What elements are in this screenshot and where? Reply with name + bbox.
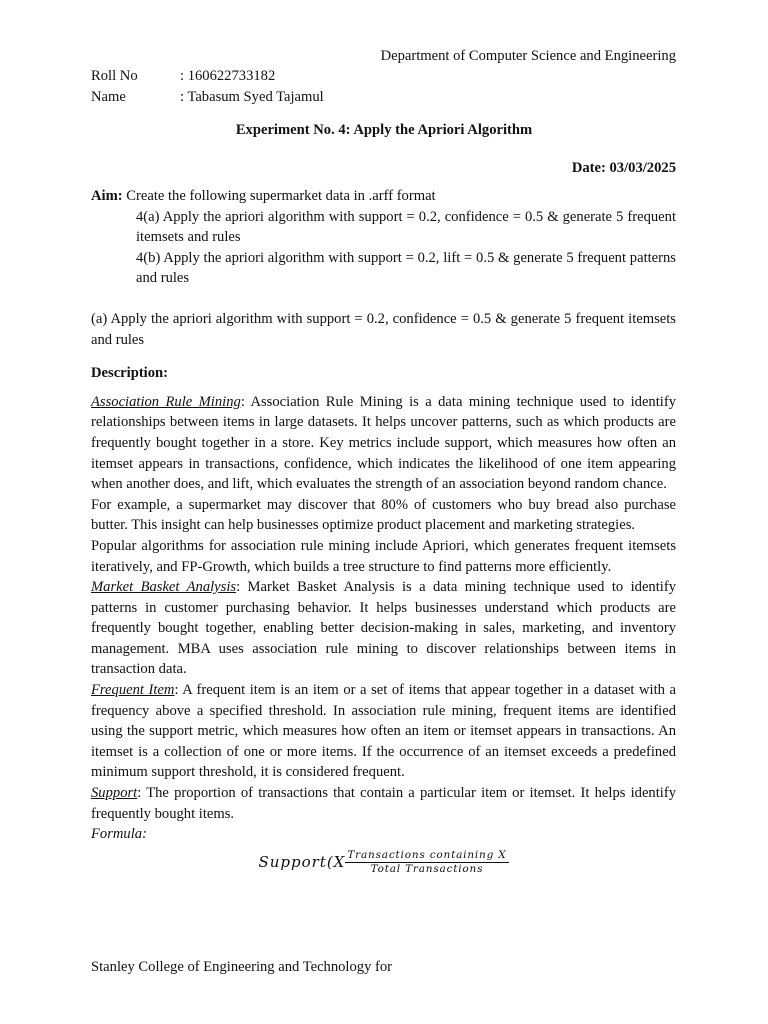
name-row bbox=[91, 87, 324, 108]
roll-row bbox=[91, 66, 324, 87]
algorithms-paragraph: Popular algorithms for association rule mining include Apriori, which generates frequent itemsets iteratively, and FP-Growth, which builds a tree structure to find patterns more efficiently. bbox=[91, 537, 676, 575]
frequent-item-term: Frequent Item bbox=[91, 682, 175, 699]
support-formula bbox=[91, 849, 676, 876]
roll-label: Roll No bbox=[91, 68, 138, 84]
arm-term: Association Rule Mining bbox=[91, 393, 241, 410]
formula-fraction bbox=[345, 849, 508, 876]
support-paragraph bbox=[91, 783, 676, 824]
formula-lhs: Support(X bbox=[258, 853, 346, 872]
arm-text: : Association Rule Mining is a data mining technique used to identify relationships between items in large datasets. It helps uncover patterns, such as which products are frequently bought together in a store. Key metrics include support, which measures how often an itemset appears in transactions, confidence, which indicates the likelihood of one item appearing when another does, and lift, which evaluates the strength of an association beyond random chance. bbox=[91, 393, 676, 493]
name-value: : Tabasum Syed Tajamul bbox=[180, 88, 324, 105]
example-paragraph: For example, a supermarket may discover that 80% of customers who buy bread also purchase butter. This insight can help businesses optimize product placement and marketing strategies. bbox=[91, 496, 676, 534]
frequent-item-text: : A frequent item is an item or a set of items that appear together in a dataset with a frequency above a specified threshold. In association rule mining, frequent items are identified using the support metric, which measures how often an item or itemset appears in transactions. An itemset is a collection of one or more items. If the occurrence of an itemset exceeds a predefined minimum support threshold, it is considered frequent. bbox=[91, 682, 676, 781]
mba-term: Market Basket Analysis bbox=[91, 579, 237, 596]
aim-line bbox=[91, 186, 676, 207]
support-term: Support bbox=[91, 785, 138, 802]
experiment-title: Experiment No. 4: Apply the Apriori Algorithm bbox=[235, 122, 533, 138]
document-body bbox=[91, 186, 676, 876]
part-a-heading: (a) Apply the apriori algorithm with support = 0.2, confidence = 0.5 & generate 5 frequent itemsets and rules bbox=[91, 310, 676, 348]
frequent-item-paragraph bbox=[91, 680, 676, 783]
experiment-date: Date: 03/03/2025 bbox=[571, 160, 676, 176]
support-text: : The proportion of transactions that contain a particular item or itemset. It helps identify frequently bought items. bbox=[91, 785, 676, 822]
aim-label: Aim: bbox=[91, 188, 123, 204]
roll-value: : 160622733182 bbox=[180, 68, 276, 84]
student-info bbox=[91, 66, 324, 107]
aim-item-b: 4(b) Apply the apriori algorithm with support = 0.2, lift = 0.5 & generate 5 frequent patterns and rules bbox=[136, 249, 676, 287]
formula-numerator: Transactions containing X bbox=[347, 848, 507, 861]
mba-text: : Market Basket Analysis is a data mining technique used to identify patterns in customer purchasing behavior. It helps businesses understand which products are frequently bought together, enabling better decision-making in sales, marketing, and inventory management. MBA uses association rule mining to discover relationships between items in transaction data. bbox=[91, 579, 676, 678]
aim-item-a: 4(a) Apply the apriori algorithm with support = 0.2, confidence = 0.5 & generate 5 frequent itemsets and rules bbox=[136, 208, 676, 246]
aim-text: Create the following supermarket data in .arff format bbox=[122, 188, 436, 204]
formula-denominator: Total Transactions bbox=[370, 862, 484, 875]
description-heading: Description: bbox=[91, 365, 169, 382]
mba-paragraph bbox=[91, 577, 676, 680]
department-header: Department of Computer Science and Engineering bbox=[380, 48, 676, 64]
name-label: Name bbox=[91, 88, 126, 105]
formula-label: Formula: bbox=[91, 826, 147, 843]
arm-paragraph bbox=[91, 392, 676, 495]
page-footer: Stanley College of Engineering and Technology for bbox=[91, 959, 393, 975]
